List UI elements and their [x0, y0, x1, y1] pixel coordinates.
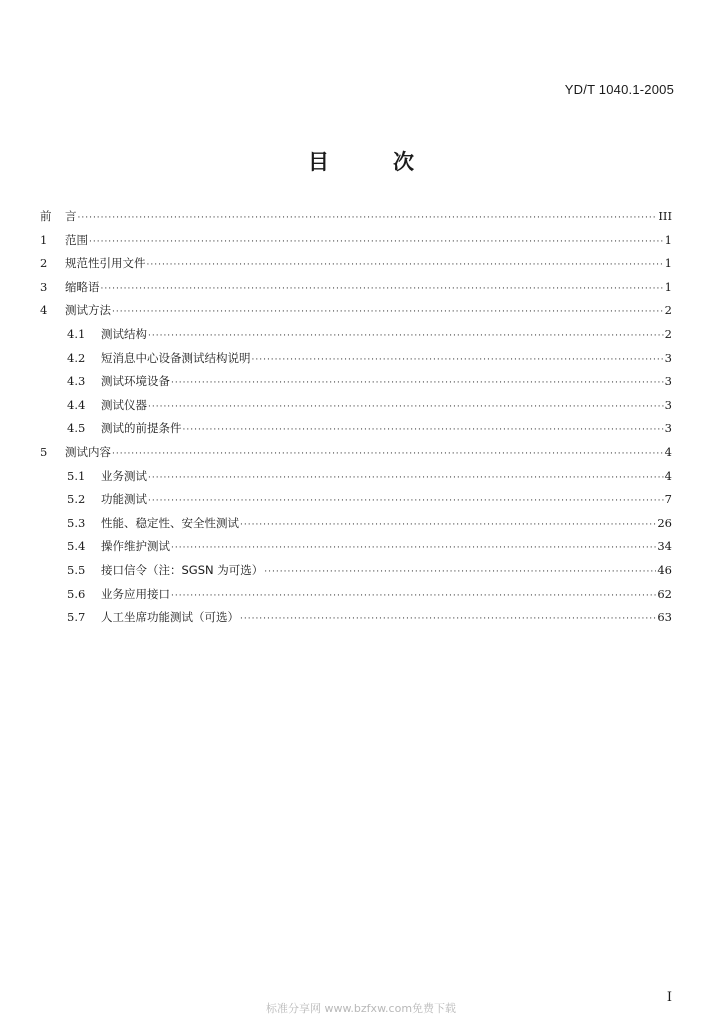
toc-dot-leader	[112, 449, 664, 459]
toc-entry-page: 1	[664, 232, 672, 247]
toc-entry-number: 前	[40, 209, 52, 223]
toc-entry-page: 1	[664, 256, 672, 271]
toc-entry-label: 功能测试	[101, 492, 147, 507]
toc-entry-page: 63	[657, 610, 672, 625]
toc-dot-leader	[171, 378, 664, 388]
toc-title	[0, 146, 722, 176]
toc-entry[interactable]	[40, 491, 672, 515]
toc-entry[interactable]	[40, 232, 672, 256]
toc-dot-leader	[112, 307, 664, 317]
toc-entry-number: 5.5	[67, 562, 86, 577]
toc-entry[interactable]	[40, 420, 672, 444]
toc-entry-label: 操作维护测试	[101, 539, 170, 554]
toc-entry-page: 2	[664, 326, 672, 341]
toc-entry-label: 缩略语	[65, 279, 100, 294]
toc-entry-label: 范围	[65, 232, 88, 247]
toc-entry-number: 4.1	[67, 326, 86, 341]
toc-entry[interactable]	[40, 326, 672, 350]
toc-entry-page: 3	[664, 397, 672, 412]
toc-entry[interactable]	[40, 279, 672, 303]
toc-dot-leader	[101, 284, 664, 294]
toc-entry-page: 34	[657, 539, 672, 554]
toc-entry-number: 4.4	[67, 397, 86, 412]
toc-dot-leader	[148, 496, 664, 506]
toc-entry-label: 测试环境设备	[101, 374, 170, 389]
toc-dot-leader	[183, 425, 664, 435]
toc-entry-page: 2	[664, 303, 672, 318]
toc-entry-page: 62	[657, 586, 672, 601]
toc-entry-number: 4	[40, 303, 48, 318]
toc-entry-number: 5.7	[67, 610, 86, 625]
toc-entry[interactable]	[40, 208, 672, 232]
toc-entry[interactable]	[40, 468, 672, 492]
toc-entry-number: 5.2	[67, 492, 86, 507]
toc-entry-label: 人工坐席功能测试（可选）	[101, 610, 239, 625]
toc-entry-label: 言	[65, 209, 77, 223]
toc-entry-page: 3	[664, 421, 672, 436]
toc-entry-number: 5	[40, 444, 48, 459]
toc-entry[interactable]	[40, 586, 672, 610]
toc-title-char-2: 次	[393, 150, 414, 174]
toc-entry-label: 测试内容	[65, 444, 111, 459]
toc-entry[interactable]	[40, 255, 672, 279]
toc-entry-number: 4.5	[67, 421, 86, 436]
toc-dot-leader	[147, 260, 664, 270]
toc-entry-label: 测试结构	[101, 326, 147, 341]
toc-dot-leader	[240, 614, 656, 624]
toc-entry[interactable]	[40, 515, 672, 539]
toc-entry-label: 测试的前提条件	[101, 421, 182, 436]
toc-dot-leader	[148, 402, 664, 412]
toc-entry-label: 业务应用接口	[101, 586, 170, 601]
toc-entry[interactable]	[40, 350, 672, 374]
standard-number: YD/T 1040.1-2005	[564, 82, 674, 97]
toc-entry-number: 4.2	[67, 350, 86, 365]
toc-entry-page: 3	[664, 350, 672, 365]
toc-entry-label: 接口信令（注：SGSN 为可选）	[101, 562, 264, 577]
toc-entry[interactable]	[40, 302, 672, 326]
toc-dot-leader	[78, 213, 658, 223]
toc-dot-leader	[148, 331, 664, 341]
toc-entry[interactable]	[40, 397, 672, 421]
table-of-contents	[40, 208, 672, 633]
toc-entry[interactable]	[40, 609, 672, 633]
toc-entry-page: 26	[657, 515, 672, 530]
toc-dot-leader	[171, 543, 656, 553]
toc-entry-number: 5.4	[67, 539, 86, 554]
toc-entry-label: 测试仪器	[101, 397, 147, 412]
toc-entry-label: 测试方法	[65, 303, 111, 318]
toc-entry-page: 7	[664, 492, 672, 507]
toc-entry-number: 5.3	[67, 515, 86, 530]
toc-entry-number: 4.3	[67, 374, 86, 389]
toc-entry-number: 2	[40, 256, 48, 271]
toc-entry-number: 5.1	[67, 468, 86, 483]
toc-entry-page: 46	[657, 562, 672, 577]
toc-entry-page: 4	[664, 444, 672, 459]
toc-entry-page: 1	[664, 279, 672, 294]
toc-entry-page: 4	[664, 468, 672, 483]
toc-dot-leader	[264, 567, 656, 577]
toc-entry[interactable]	[40, 373, 672, 397]
toc-entry-label: 短消息中心设备测试结构说明	[101, 350, 251, 365]
toc-entry-label: 业务测试	[101, 468, 147, 483]
toc-entry[interactable]	[40, 538, 672, 562]
toc-entry-page: III	[658, 209, 672, 223]
watermark: 标准分享网 www.bzfxw.com免费下载	[265, 1002, 457, 1015]
toc-entry-number: 1	[40, 232, 48, 247]
toc-dot-leader	[148, 473, 664, 483]
toc-entry-number: 5.6	[67, 586, 86, 601]
toc-entry-page: 3	[664, 374, 672, 389]
toc-dot-leader	[89, 237, 664, 247]
toc-entry-number: 3	[40, 279, 48, 294]
toc-entry[interactable]	[40, 444, 672, 468]
toc-entry-label: 规范性引用文件	[65, 256, 146, 271]
page-number: I	[666, 990, 672, 1005]
toc-entry-label: 性能、稳定性、安全性测试	[101, 515, 239, 530]
toc-dot-leader	[171, 591, 656, 601]
toc-dot-leader	[240, 520, 656, 530]
toc-title-char-1: 目	[308, 150, 329, 174]
toc-entry[interactable]	[40, 562, 672, 586]
toc-dot-leader	[252, 355, 664, 365]
